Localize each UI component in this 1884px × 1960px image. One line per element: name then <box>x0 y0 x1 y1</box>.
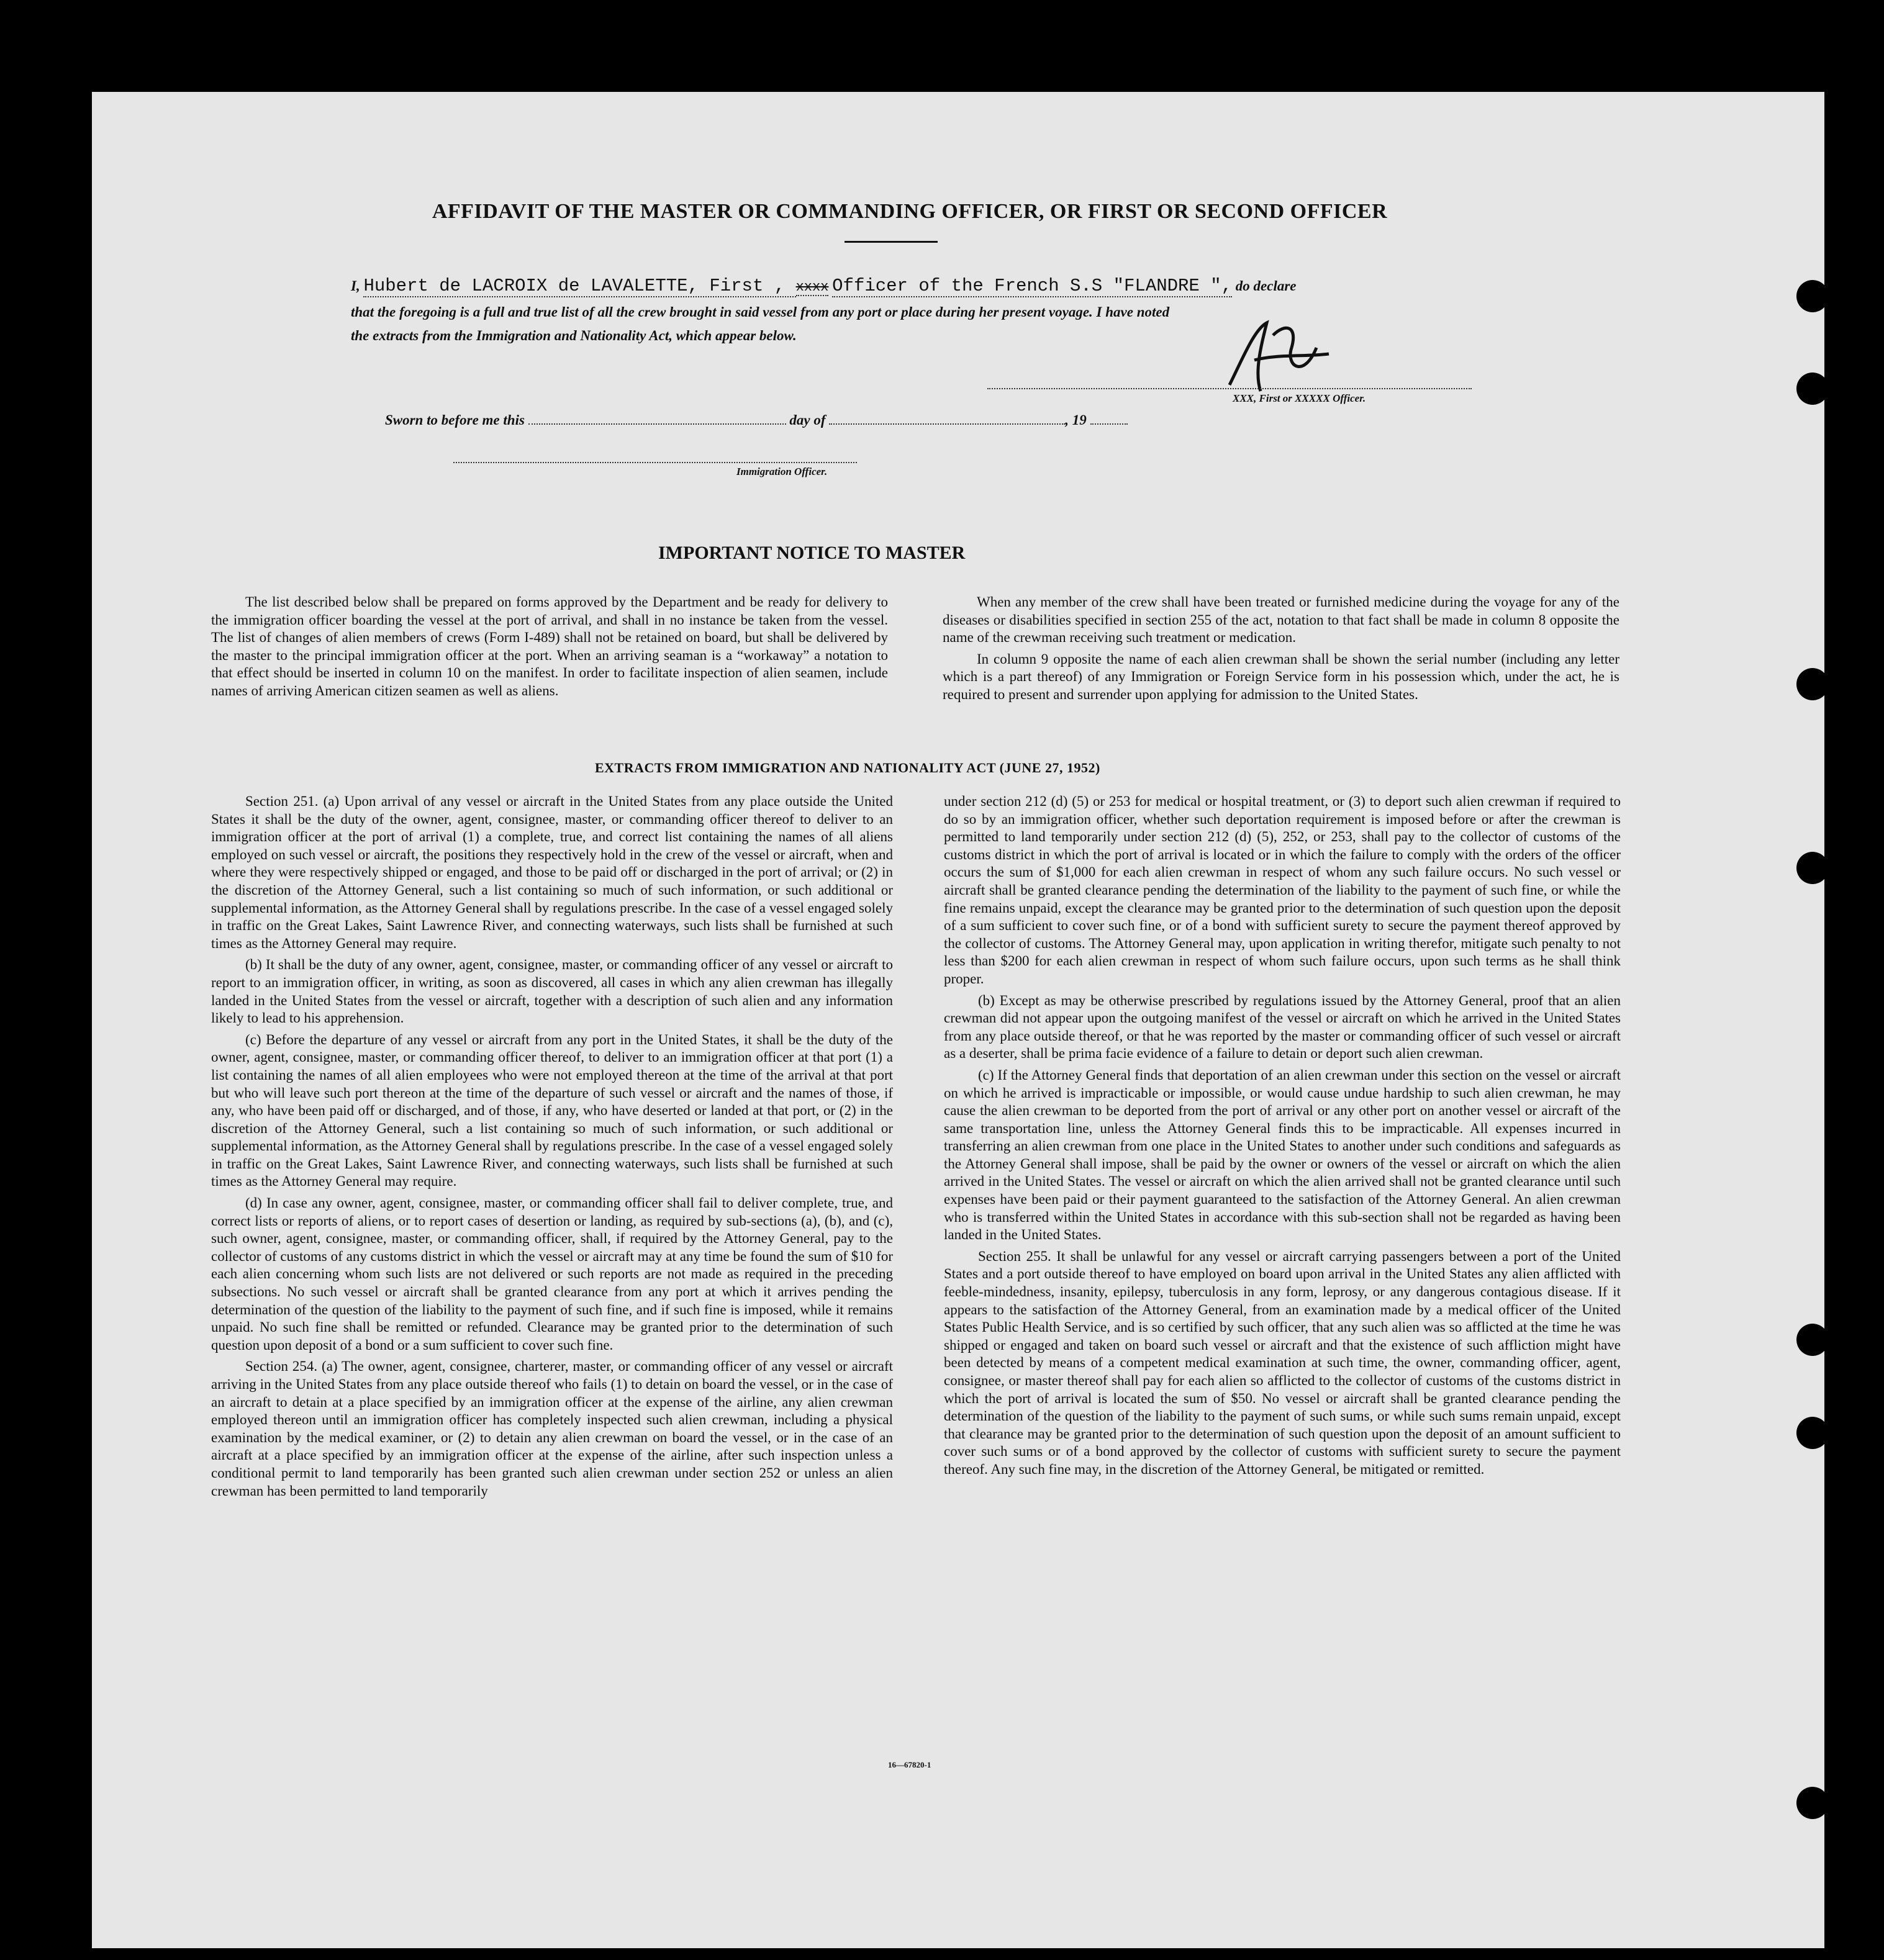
extract-paragraph: (c) If the Attorney General finds that deportation of an alien crewman under this section on the vessel or aircraft on which he arrived is impracticable or impossible, or would cause undue hardship to such alien crewman, he may cause the alien crewman to be deported from the port of arrival or any other port on another vessel or aircraft of the same transportation line, unless the Attorney General finds this to be impracticable. All expenses incurred in transferring an alien crewman from one place in the United States to another under such conditions and safeguards as the Attorney General shall impose, shall be paid by the owner or owners of the vessel or aircraft on which the alien arrived in the United States. The vessel or aircraft on which the alien arrived shall not be granted clearance until such expenses have been paid or their payment guaranteed to the satisfaction of the Attorney General. An alien crewman who is transferred within the United States in accordance with this sub-section shall not be regarded as having been landed in the United States. <box>944 1067 1621 1243</box>
extracts-title: EXTRACTS FROM IMMIGRATION AND NATIONALITY ACT (JUNE 27, 1952) <box>595 760 1100 775</box>
year-blank <box>1090 423 1128 425</box>
declarant-name: Hubert de LACROIX de LAVALETTE, First , <box>363 276 796 296</box>
declaration-line-2: that the foregoing is a full and true list of all the crew brought in said vessel from any port or place during her present voyage. I have noted <box>351 304 1170 320</box>
officer-line <box>453 462 857 463</box>
extract-paragraph: Section 251. (a) Upon arrival of any vessel or aircraft in the United States from any place outside the United States it shall be the duty of the owner, agent, consignee, master, or commanding officer thereof to deliver to an immigration officer at the port of arrival (1) a complete, true, and correct list containing the names of all aliens employed on such vessel or aircraft, the positions they respectively hold in the crew of the vessel or aircraft, when and where they were respectively shipped or engaged, and those to be paid off or discharged in the port of arrival; or (2) in the discretion of the Attorney General, such a list containing so much of such information, or such additional or supplemental information, as the Attorney General shall by regulations prescribe. In the case of a vessel engaged solely in traffic on the Great Lakes, Saint Lawrence River, and connecting waterways, such lists shall be furnished at such times as the Attorney General may require. <box>211 793 893 951</box>
day-label: day of <box>789 412 826 428</box>
signature-image <box>1217 310 1341 404</box>
sworn-blank <box>528 423 786 425</box>
extract-paragraph: Section 255. It shall be unlawful for any vessel or aircraft carrying passengers between a port of the United States and a port outside thereof to have employed on board upon arrival in the United States any alien afflicted with feeble-mindedness, insanity, epilepsy, tuberculosis in any form, leprosy, or any dangerous contagious disease. If it appears to the satisfaction of the Attorney General, from an examination made by a medical officer of the United States Public Health Service, and is so certified by such officer, that any such alien was so afflicted at the time he was shipped or engaged and taken on board such vessel or aircraft and that the existence of such affliction might have been detected by means of a competent medical examination at such time, the owner, commanding officer, agent, consignee, or master thereof shall pay for each alien so afflicted to the collector of customs of the customs district in which the port of arrival is located the sum of $50. No vessel or aircraft shall be granted clearance pending the determination of the question of the liability to the payment of such sums, or while such sums remain unpaid, except that clearance may be granted prior to the determination of such question upon the deposit of an amount sufficient to cover such sums or of a bond approved by the collector of customs with sufficient surety to secure the payment thereof. Any such fine may, in the discretion of the Attorney General, be mitigated or remitted. <box>944 1248 1621 1477</box>
i-label: I, <box>351 278 360 294</box>
punch-hole <box>1796 852 1829 884</box>
extract-paragraph: Section 254. (a) The owner, agent, consignee, charterer, master, or commanding officer of any vessel or aircraft arriving in the United States from any place outside thereof who fails (1) to detain on board the vessel, or in the case of an aircraft to detain at a place specified by an immigration officer at the expense of the airline, any alien crewman employed thereon until an immigration officer has completely inspected such alien crewman, including a physical examination by the medical examiner, or (2) to detain any alien crewman on board the vessel, or in the case of an aircraft at a place specified by an immigration officer at the expense of the airline, after such inspection unless a conditional permit to land temporarily has been granted such alien crewman under section 252 or unless an alien crewman has been permitted to land temporarily <box>211 1358 893 1499</box>
punch-hole <box>1796 373 1829 405</box>
form-code: 16—67820-1 <box>888 1760 931 1769</box>
officer-caption: Immigration Officer. <box>736 466 828 477</box>
do-declare-label: do declare <box>1235 278 1297 294</box>
sworn-label: Sworn to before me this <box>385 412 525 428</box>
vessel-name: Officer of the French S.S "FLANDRE ", <box>832 276 1233 296</box>
punch-hole <box>1796 668 1829 700</box>
extract-paragraph: (d) In case any owner, agent, consignee, master, or commanding officer shall fail to deliver complete, true, and correct lists or reports of aliens, or to report cases of desertion or landing, as required by sub-sections (a), (b), and (c), such owner, agent, consignee, master, or commanding officer, shall, if required by the Attorney General, pay to the collector of customs of any customs district in which the vessel or aircraft may at any time be found the sum of $10 for each alien concerning whom such lists are not delivered or such reports are not made as required in the preceding subsections. No such vessel or aircraft shall be granted clearance from any port at which it arrives pending the determination of the question of the liability to the payment of such fine, and if such fine is imposed, while it remains unpaid. No such fine shall be remitted or refunded. Clearance may be granted prior to the determination of such question upon deposit of a bond or a sum sufficient to cover such fine. <box>211 1195 893 1353</box>
punch-hole <box>1796 1787 1829 1819</box>
notice-right-text-2: In column 9 opposite the name of each alien crewman shall be shown the serial number (including any letter which is a part thereof) of any Immigration or Foreign Service form in his possession which, under the act, he is required to present and surrender upon applying for admission to the United States. <box>943 651 1619 702</box>
year-label: , 19 <box>1065 412 1087 428</box>
sworn-line <box>385 412 1254 428</box>
extracts-left-column <box>211 793 893 1504</box>
notice-left-text: The list described below shall be prepared on forms approved by the Department and be ready for delivery to the immigration officer boarding the vessel at the port of arrival, and shall in no instance be taken from the vessel. The list of changes of alien members of crews (Form I-489) shall not be retained on board, but shall be delivered by the master to the principal immigration officer at the port. When an arriving seaman is a “workaway” a notation to that effect should be inserted in column 10 on the manifest. In order to facilitate inspection of alien seamen, include names of arriving American citizen seamen as well as aliens. <box>211 594 888 698</box>
declaration-line-1 <box>351 276 1487 296</box>
punch-hole <box>1796 280 1829 312</box>
notice-left-column <box>211 594 888 704</box>
extracts-right-column <box>944 793 1621 1483</box>
punch-hole <box>1796 1324 1829 1356</box>
signature-line <box>987 388 1472 389</box>
extract-paragraph: under section 212 (d) (5) or 253 for medical or hospital treatment, or (3) to deport such alien crewman if required to do so by an immigration officer, whether such deportation requirement is imposed before or after the crewman is permitted to land temporarily under section 212 (d) (5), 252, or 253, shall pay to the collector of customs of the customs district in which the port of arrival is located or in which the failure to comply with the orders of the officer occurs the sum of $1,000 for each alien crewman in respect of whom any such failure occurs. No such vessel or aircraft shall be granted clearance pending the determination of the liability to the payment of such fine, or while the fine remains unpaid, except the clearance may be granted prior to the determination of such question upon the deposit of a sum sufficient to cover such fine, or of a bond with sufficient surety to secure the payment thereof approved by the collector of customs. The Attorney General may, upon application in writing therefor, mitigate such penalty to not less than $200 for each alien crewman in respect of whom such failure occurs, upon such terms as he shall think proper. <box>944 793 1621 987</box>
declaration-line-3: the extracts from the Immigration and Nationality Act, which appear below. <box>351 328 797 343</box>
notice-right-text-1: When any member of the crew shall have been treated or furnished medicine during the voyage for any of the diseases or disabilities specified in section 255 of the act, notation to that fact shall be made in column 8 opposite the name of the crewman receiving such treatment or medication. <box>943 594 1619 646</box>
punch-hole <box>1796 1417 1829 1449</box>
affidavit-title: AFFIDAVIT OF THE MASTER OR COMMANDING OFFICER, OR FIRST OR SECOND OFFICER <box>432 200 1388 223</box>
extract-paragraph: (b) Except as may be otherwise prescribed by regulations issued by the Attorney General, proof that an alien crewman did not appear upon the outgoing manifest of the vessel or aircraft on which he arrived in the United States from any place outside thereof, or that he was reported by the master or commanding officer of such vessel or aircraft as a deserter, shall be prima facie evidence of a failure to detain or deport such alien crewman. <box>944 992 1621 1062</box>
title-rule <box>845 241 938 243</box>
notice-right-column <box>943 594 1619 708</box>
struck-word: xxxx <box>795 279 829 295</box>
signature-caption: XXX, First or XXXXX Officer. <box>1233 392 1366 404</box>
extract-paragraph: (c) Before the departure of any vessel or aircraft from any port in the United States, it shall be the duty of the owner, agent, consignee, master, or commanding officer thereof, to deliver to an immigration officer at that port (1) a list containing the names of all alien employees who were not employed thereon at the time of the arrival at that port but who will leave such port thereon at the time of the departure of such vessel or aircraft and the names of those, if any, who have been paid off or discharged, and of those, if any, who have deserted or landed at that port, or (2) in the discretion of the Attorney General, such a list containing so much of such information, or such additional or supplemental information, as the Attorney General shall by regulations prescribe. In the case of a vessel engaged solely in traffic on the Great Lakes, Saint Lawrence River, and connecting waterways, such lists shall be furnished at such times as the Attorney General may require. <box>211 1031 893 1190</box>
extract-paragraph: (b) It shall be the duty of any owner, agent, consignee, master, or commanding officer of any vessel or aircraft to report to an immigration officer, in writing, as soon as discovered, all cases in which any alien crewman has illegally landed in the United States from the vessel or aircraft, together with a description of such alien and any information likely to lead to his apprehension. <box>211 957 893 1026</box>
notice-title: IMPORTANT NOTICE TO MASTER <box>658 543 966 563</box>
month-blank <box>829 423 1065 425</box>
